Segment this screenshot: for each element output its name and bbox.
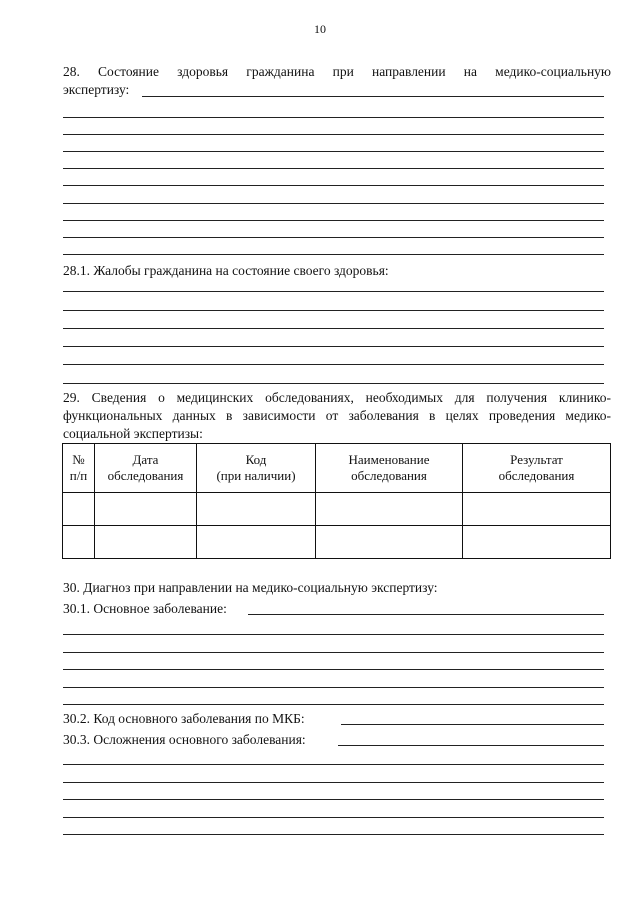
section-28-1-heading: 28.1. Жалобы гражданина на состояние своего здоровья: bbox=[63, 263, 389, 278]
complaints-line[interactable] bbox=[63, 328, 604, 329]
column-header-name: Наименование обследования bbox=[316, 444, 463, 493]
health-status-line[interactable] bbox=[63, 237, 604, 238]
main-disease-line[interactable] bbox=[63, 634, 604, 635]
health-status-line[interactable] bbox=[63, 168, 604, 169]
complications-line[interactable] bbox=[63, 817, 604, 818]
section-28-heading-line1: 28. Состояние здоровья гражданина при направлении на медико-социальную bbox=[63, 64, 611, 79]
complaints-line[interactable] bbox=[63, 346, 604, 347]
table-cell-code[interactable] bbox=[197, 493, 316, 526]
health-status-line[interactable] bbox=[63, 134, 604, 135]
table-cell-name[interactable] bbox=[316, 526, 463, 559]
examinations-table bbox=[62, 443, 611, 559]
section-29-heading-line3: социальной экспертизы: bbox=[63, 426, 203, 441]
page-number: 10 bbox=[314, 22, 326, 36]
table-header-row bbox=[63, 444, 611, 493]
health-status-line[interactable] bbox=[63, 185, 604, 186]
table-cell-result[interactable] bbox=[463, 526, 611, 559]
section-29-heading-line2: функциональных данных в зависимости от заболевания в целях проведения медико- bbox=[63, 408, 611, 423]
main-disease-line[interactable] bbox=[63, 704, 604, 705]
health-status-line[interactable] bbox=[63, 151, 604, 152]
health-status-line[interactable] bbox=[63, 203, 604, 204]
table-cell-code[interactable] bbox=[197, 526, 316, 559]
complaints-line[interactable] bbox=[63, 310, 604, 311]
main-disease-label: 30.1. Основное заболевание: bbox=[63, 601, 227, 616]
main-disease-line[interactable] bbox=[63, 669, 604, 670]
health-status-line[interactable] bbox=[63, 254, 604, 255]
icd-code-label: 30.2. Код основного заболевания по МКБ: bbox=[63, 711, 305, 726]
icd-code-field[interactable] bbox=[341, 724, 604, 725]
table-cell-result[interactable] bbox=[463, 493, 611, 526]
complaints-line[interactable] bbox=[63, 364, 604, 365]
complaints-line[interactable] bbox=[63, 383, 604, 384]
complications-label: 30.3. Осложнения основного заболевания: bbox=[63, 732, 306, 747]
section-29-heading-line1: 29. Сведения о медицинских обследованиях, необходимых для получения клинико- bbox=[63, 390, 611, 405]
table-cell-number[interactable] bbox=[63, 493, 95, 526]
section-30-heading: 30. Диагноз при направлении на медико-социальную экспертизу: bbox=[63, 580, 438, 595]
complications-line[interactable] bbox=[63, 799, 604, 800]
health-status-line[interactable] bbox=[63, 117, 604, 118]
complications-line[interactable] bbox=[63, 764, 604, 765]
table-cell-number[interactable] bbox=[63, 526, 95, 559]
complaints-line[interactable] bbox=[63, 291, 604, 292]
complications-line[interactable] bbox=[63, 834, 604, 835]
table-cell-date[interactable] bbox=[95, 493, 197, 526]
table-row bbox=[63, 493, 611, 526]
health-status-line[interactable] bbox=[63, 220, 604, 221]
complications-line[interactable] bbox=[63, 782, 604, 783]
table-cell-date[interactable] bbox=[95, 526, 197, 559]
section-28-heading-line2: экспертизу: bbox=[63, 82, 130, 97]
column-header-result: Результат обследования bbox=[463, 444, 611, 493]
table-row bbox=[63, 526, 611, 559]
main-disease-line[interactable] bbox=[63, 652, 604, 653]
column-header-code: Код (при наличии) bbox=[197, 444, 316, 493]
health-status-field[interactable] bbox=[142, 96, 604, 97]
main-disease-field[interactable] bbox=[248, 614, 604, 615]
column-header-number: № п/п bbox=[63, 444, 95, 493]
main-disease-line[interactable] bbox=[63, 687, 604, 688]
table-cell-name[interactable] bbox=[316, 493, 463, 526]
complications-field[interactable] bbox=[338, 745, 604, 746]
column-header-date: Дата обследования bbox=[95, 444, 197, 493]
